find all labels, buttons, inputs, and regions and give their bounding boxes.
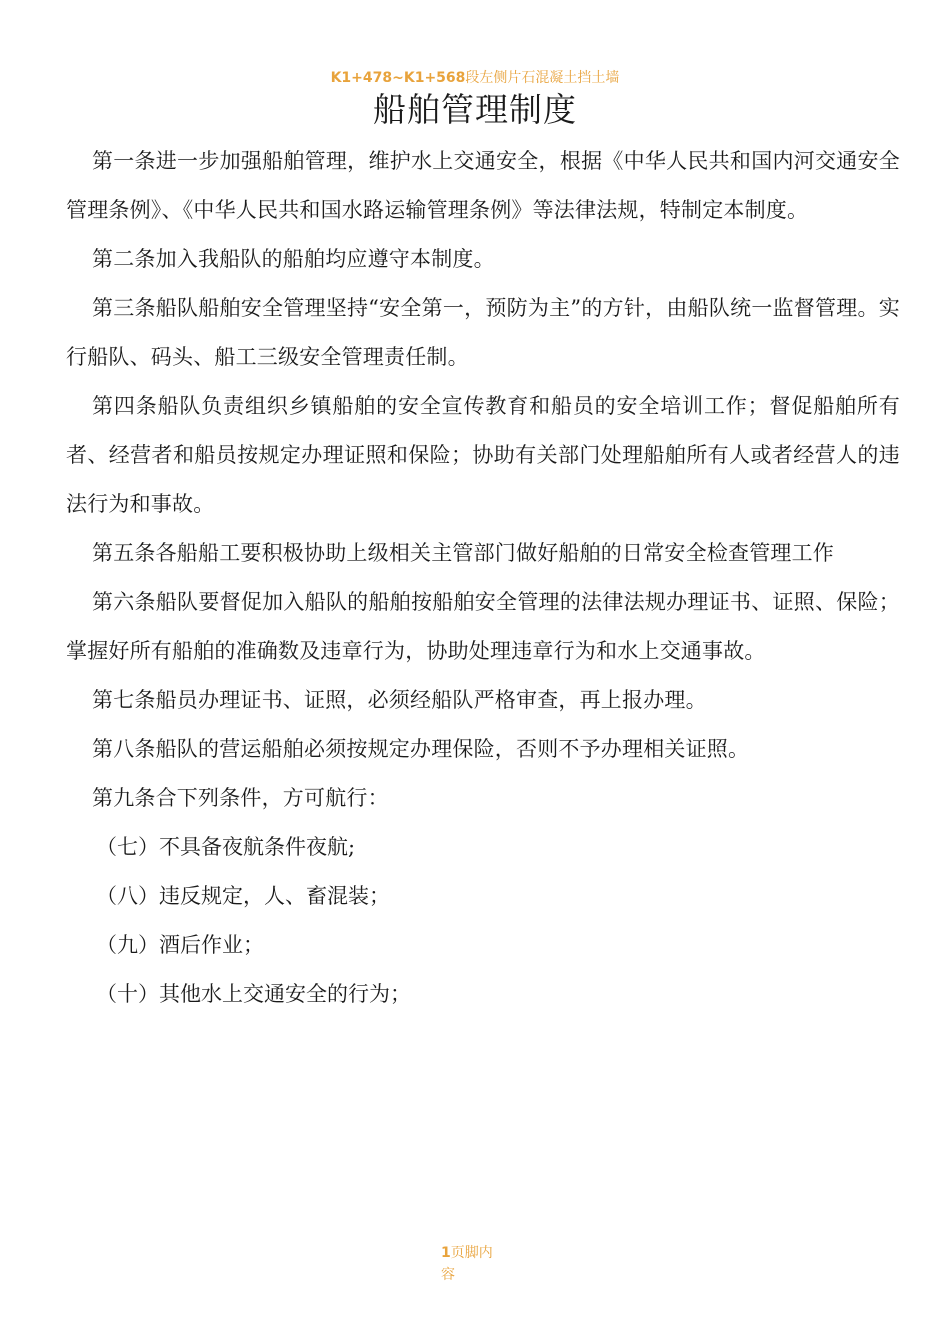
document-body xyxy=(66,137,900,1019)
page-footer xyxy=(441,1242,511,1286)
header-code: K1+478~K1+568 xyxy=(330,70,466,86)
article-3: 第三条船队船舶安全管理坚持“安全第一，预防为主”的方针，由船队统一监督管理。实行船队、码头、船工三级安全管理责任制。 xyxy=(66,296,900,369)
list-item: （九）酒后作业； xyxy=(96,933,264,957)
article-8: 第八条船队的营运船舶必须按规定办理保险，否则不予办理相关证照。 xyxy=(92,737,750,761)
article-1: 第一条进一步加强船舶管理，维护水上交通安全，根据《中华人民共和国内河交通安全管理条例》、《中华人民共和国水路运输管理条例》等法律法规，特制定本制度。 xyxy=(66,149,900,222)
header-text: 段左侧片石混凝土挡土墙 xyxy=(465,70,620,86)
article-9: 第九条合下列条件，方可航行： xyxy=(92,786,389,810)
document-header-note xyxy=(0,69,950,87)
footer-text-continued: 容 xyxy=(441,1267,455,1283)
article-5: 第五条各船船工要积极协助上级相关主管部门做好船舶的日常安全检查管理工作 xyxy=(92,541,834,565)
list-item: （七）不具备夜航条件夜航; xyxy=(96,835,356,859)
page-number: 1 xyxy=(441,1245,451,1261)
article-6: 第六条船队要督促加入船队的船舶按船舶安全管理的法律法规办理证书、证照、保险；掌握好所有船舶的准确数及违章行为，协助处理违章行为和水上交通事故。 xyxy=(66,590,900,663)
article-7: 第七条船员办理证书、证照，必须经船队严格审查，再上报办理。 xyxy=(92,688,707,712)
footer-text: 页脚内 xyxy=(450,1245,493,1261)
document-title: 船舶管理制度 xyxy=(373,90,577,129)
article-4: 第四条船队负责组织乡镇船舶的安全宣传教育和船员的安全培训工作；督促船舶所有者、经营者和船员按规定办理证照和保险；协助有关部门处理船舶所有人或者经营人的违法行为和事故。 xyxy=(66,394,900,516)
list-item: （八）违反规定，人、畜混装； xyxy=(96,884,390,908)
list-item: （十）其他水上交通安全的行为； xyxy=(96,982,411,1006)
article-2: 第二条加入我船队的船舶均应遵守本制度。 xyxy=(92,247,495,271)
